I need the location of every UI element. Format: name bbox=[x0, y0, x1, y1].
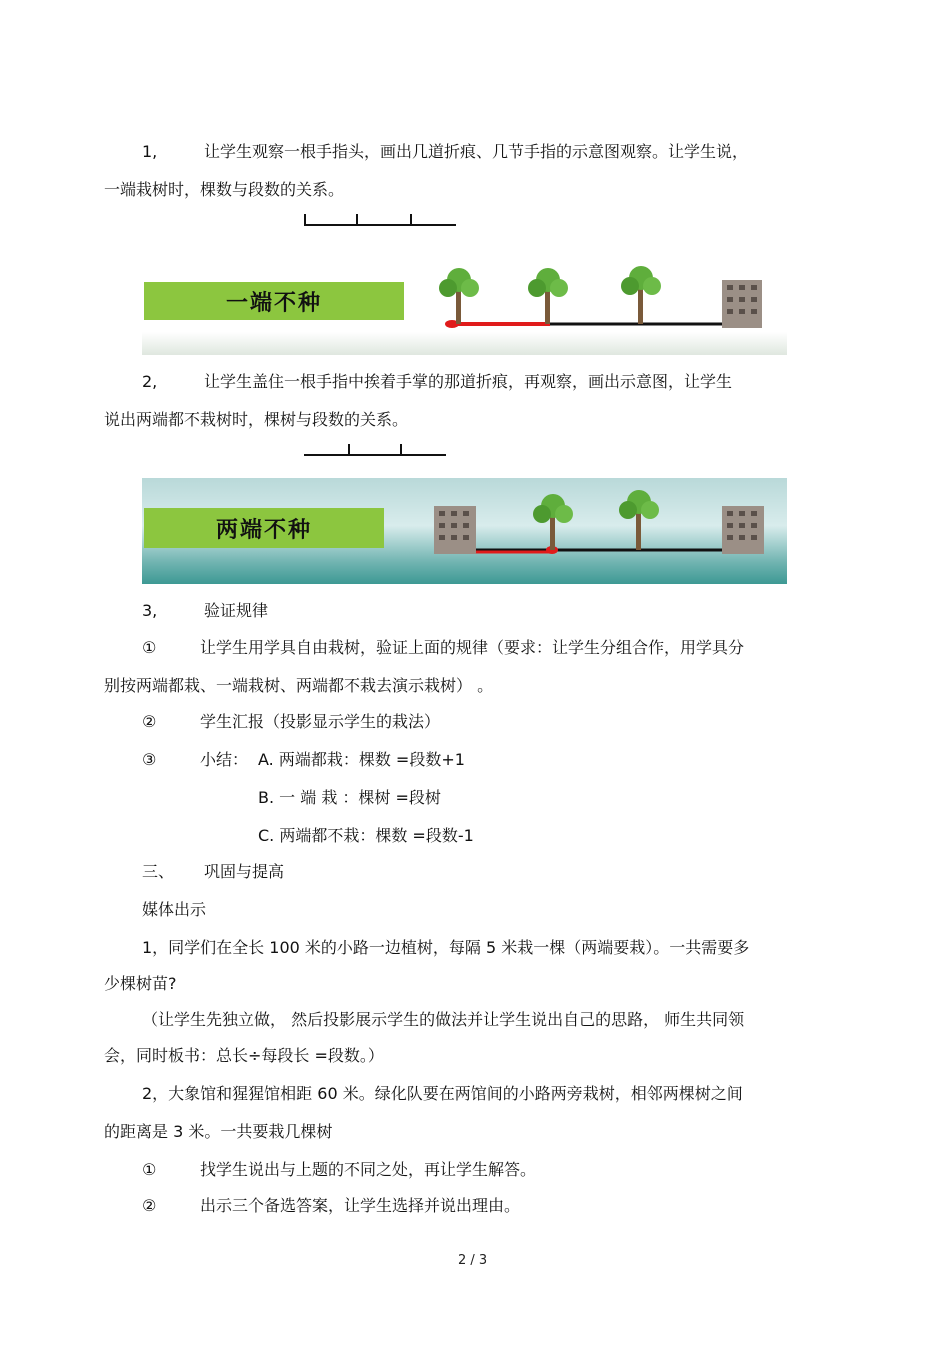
tree-icon bbox=[621, 266, 661, 324]
summary-b: B. 一 端 栽 ：棵树 =段树 bbox=[258, 788, 441, 807]
panel-label-both-ends: 两端不种 bbox=[215, 516, 312, 543]
question1-line1: 1，同学们在全长 100 米的小路一边植树，每隔 5 米栽一棵（两端要栽）。一共需要多 bbox=[142, 938, 750, 957]
building-icon bbox=[722, 506, 764, 554]
tree-diagram-one-end bbox=[142, 250, 787, 355]
segment-sketch-1 bbox=[304, 212, 456, 226]
segment-sketch-2 bbox=[304, 442, 446, 456]
part3-heading: 巩固与提高 bbox=[204, 862, 285, 881]
section2-line2: 说出两端都不栽树时，棵树与段数的关系。 bbox=[104, 410, 409, 429]
page-number: 2 / 3 bbox=[458, 1253, 488, 1268]
section1-line1: 让学生观察一根手指头，画出几道折痕、几节手指的示意图观察。让学生说， bbox=[204, 142, 749, 161]
tree-row-illustration bbox=[142, 478, 787, 584]
tree-icon bbox=[528, 268, 568, 324]
section2-line1: 让学生盖住一根手指中挨着手掌的那道折痕，再观察，画出示意图，让学生 bbox=[204, 372, 733, 391]
question1-note2: 会，同时板书：总长÷每段长 =段数。） bbox=[104, 1046, 384, 1065]
item1-line2: 别按两端都栽、一端栽树、两端都不栽去演示栽树） 。 bbox=[104, 676, 494, 695]
panel-label-one-end: 一端不种 bbox=[225, 289, 322, 316]
question1-note1: （让学生先独立做， 然后投影展示学生的做法并让学生说出自己的思路， 师生共同领 bbox=[142, 1010, 745, 1029]
section3-title: 验证规律 bbox=[204, 601, 269, 620]
question2-line1: 2，大象馆和猩猩馆相距 60 米。绿化队要在两馆间的小路两旁栽树，相邻两棵树之间 bbox=[142, 1084, 743, 1103]
summary-c: C. 两端都不栽：棵数 =段数-1 bbox=[258, 826, 474, 845]
question2-step2: 出示三个备选答案，让学生选择并说出理由。 bbox=[200, 1196, 521, 1215]
item3-mark: ③ bbox=[142, 750, 157, 769]
section1-number: 1, bbox=[142, 142, 158, 161]
question2-step2-mark: ② bbox=[142, 1196, 157, 1215]
summary-label: 小结： bbox=[200, 750, 249, 769]
building-icon bbox=[434, 506, 476, 554]
item1-line1: 让学生用学具自由栽树，验证上面的规律（要求：让学生分组合作，用学具分 bbox=[200, 638, 745, 657]
item2-text: 学生汇报（投影显示学生的栽法） bbox=[200, 712, 441, 731]
section1-line2: 一端栽树时，棵数与段数的关系。 bbox=[104, 180, 345, 199]
item1-mark: ① bbox=[142, 638, 157, 657]
part3-heading-number: 三、 bbox=[142, 862, 175, 881]
summary-a: A. 两端都栽：棵数 =段数+1 bbox=[258, 750, 465, 769]
question2-step1-mark: ① bbox=[142, 1160, 157, 1179]
media-label: 媒体出示 bbox=[142, 900, 207, 919]
section3-number: 3, bbox=[142, 601, 158, 620]
tree-icon bbox=[619, 490, 659, 550]
tree-icon bbox=[533, 494, 573, 550]
tree-diagram-both-ends bbox=[142, 478, 787, 584]
section2-number: 2, bbox=[142, 372, 158, 391]
tree-row-illustration bbox=[142, 250, 787, 355]
question2-step1: 找学生说出与上题的不同之处，再让学生解答。 bbox=[200, 1160, 537, 1179]
tree-icon bbox=[439, 268, 479, 324]
question2-line2: 的距离是 3 米。一共要栽几棵树 bbox=[104, 1122, 333, 1141]
question1-line2: 少棵树苗? bbox=[104, 974, 177, 993]
building-icon bbox=[722, 280, 762, 328]
item2-mark: ② bbox=[142, 712, 157, 731]
